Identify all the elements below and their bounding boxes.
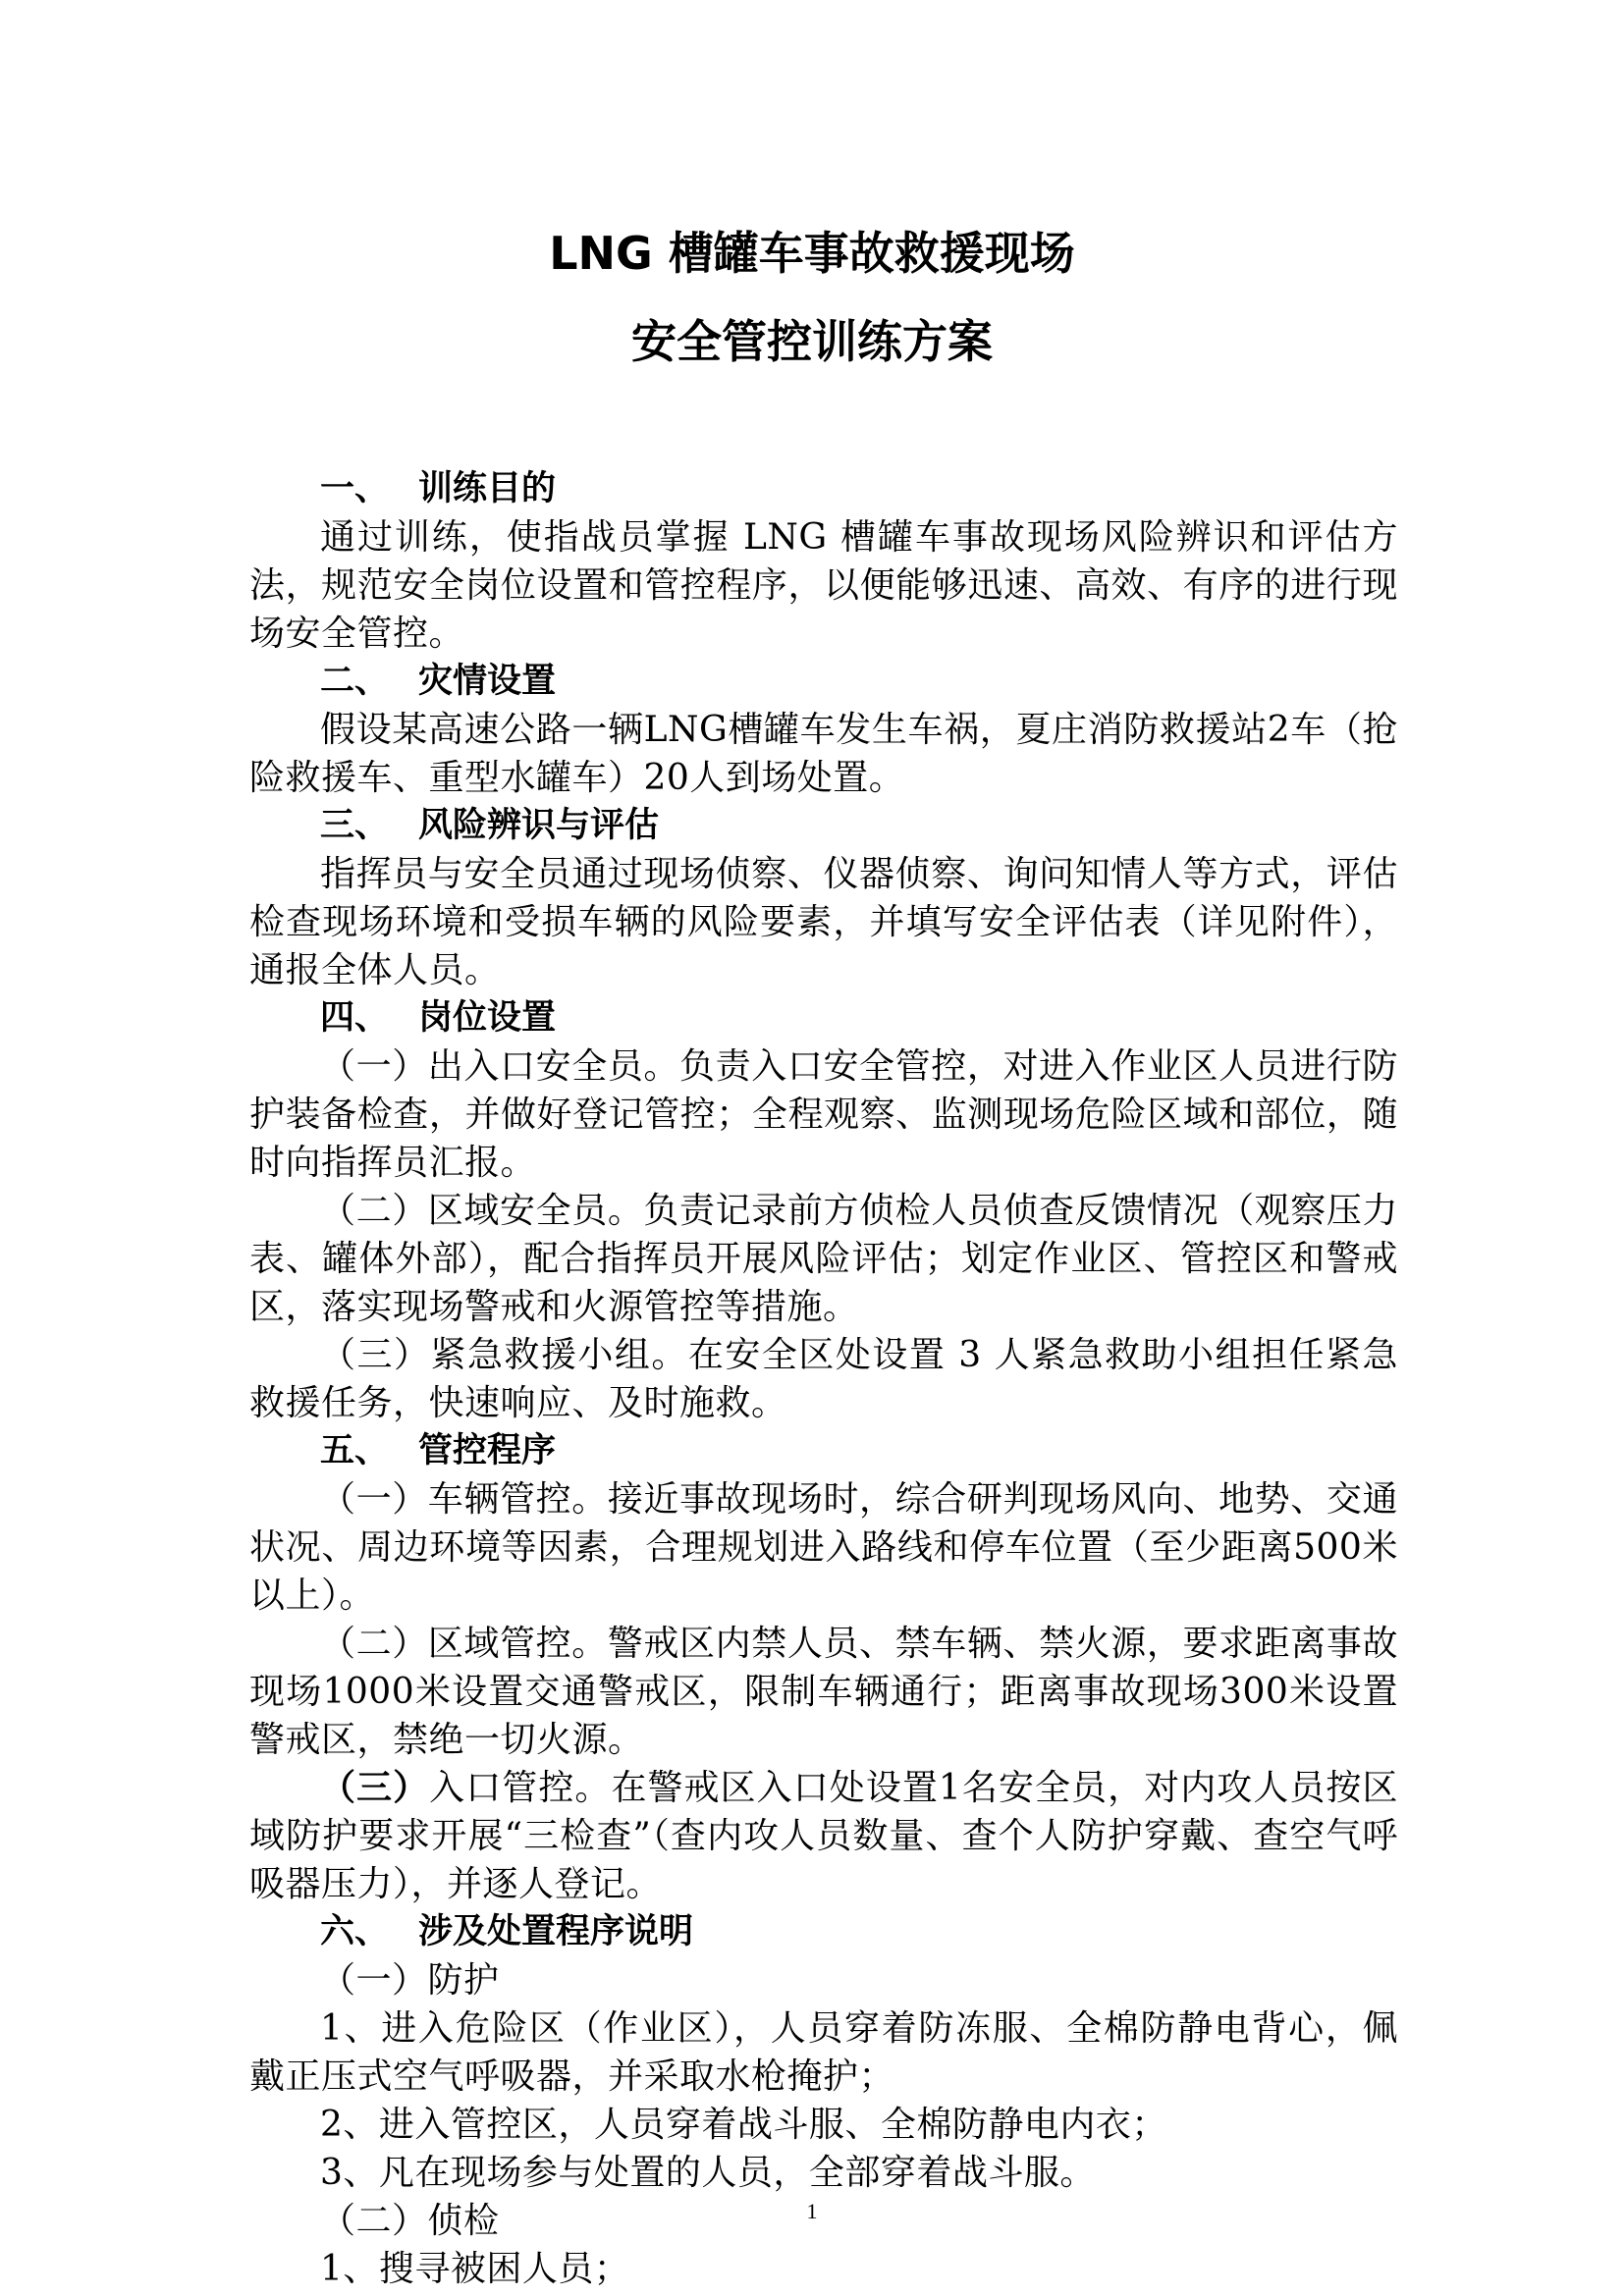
- sub-heading: （一）防护: [320, 1960, 500, 2001]
- section-number: 一、: [320, 469, 390, 508]
- section-number: 三、: [320, 806, 390, 845]
- document-title-line1: LNG 槽罐车事故救援现场: [549, 227, 1075, 280]
- section-number: 六、: [320, 1912, 390, 1951]
- section-title: 训练目的: [418, 469, 557, 508]
- section-heading: [249, 994, 1398, 1042]
- paragraph-text: 入口管控。在警戒区入口处设置1名安全员，对内攻人员按区域防护要求开展“三检查”（查内攻人员数量、查个人防护穿戴、查空气呼吸器压力），并逐人登记。: [249, 1768, 1398, 1904]
- section-heading: [249, 658, 1398, 706]
- paragraph: 1、进入危险区（作业区），人员穿着防冻服、全棉防静电背心，佩戴正压式空气呼吸器，并采取水枪掩护；: [249, 2008, 1398, 2097]
- section-heading: [249, 1427, 1398, 1475]
- bold-lead: （三）: [320, 1767, 430, 1808]
- section-title: 管控程序: [418, 1431, 557, 1470]
- paragraph: （二）区域管控。警戒区内禁人员、禁车辆、禁火源，要求距离事故现场1000米设置交通警戒区，限制车辆通行；距离事故现场300米设置警戒区，禁绝一切火源。: [249, 1624, 1398, 1760]
- paragraph: （二）区域安全员。负责记录前方侦检人员侦查反馈情况（观察压力表、罐体外部），配合指挥员开展风险评估；划定作业区、管控区和警戒区，落实现场警戒和火源管控等措施。: [249, 1191, 1398, 1327]
- sub-heading: （二）侦检: [320, 2201, 500, 2241]
- section-heading: [249, 802, 1398, 850]
- paragraph: 假设某高速公路一辆LNG槽罐车发生车祸，夏庄消防救援站2车（抢险救援车、重型水罐车）20人到场处置。: [249, 710, 1398, 798]
- paragraph: （三）紧急救援小组。在安全区处设置 3 人紧急救助小组担任紧急救援任务，快速响应、及时施救。: [249, 1335, 1398, 1423]
- section-heading: [249, 1908, 1398, 1956]
- paragraph: （一）出入口安全员。负责入口安全管控，对进入作业区人员进行防护装备检查，并做好登记管控；全程观察、监测现场危险区域和部位，随时向指挥员汇报。: [249, 1046, 1398, 1183]
- paragraph: （一）车辆管控。接近事故现场时，综合研判现场风向、地势、交通状况、周边环境等因素，合理规划进入路线和停车位置（至少距离500米以上）。: [249, 1479, 1398, 1616]
- document-title-line2: 安全管控训练方案: [631, 315, 993, 368]
- paragraph: 3、凡在现场参与处置的人员，全部穿着战斗服。: [320, 2153, 1096, 2193]
- section-number: 五、: [320, 1431, 390, 1470]
- document-body: [249, 465, 1398, 2293]
- paragraph: 1、搜寻被困人员；: [320, 2249, 630, 2289]
- paragraph: [249, 1764, 1398, 1908]
- section-number: 二、: [320, 662, 390, 701]
- section-title: 岗位设置: [418, 998, 557, 1038]
- paragraph: 通过训练，使指战员掌握 LNG 槽罐车事故现场风险辨识和评估方法，规范安全岗位设置和管控程序，以便能够迅速、高效、有序的进行现场安全管控。: [249, 517, 1398, 654]
- section-title: 涉及处置程序说明: [418, 1912, 694, 1951]
- section-heading: [249, 465, 1398, 513]
- section-number: 四、: [320, 998, 390, 1038]
- paragraph: 2、进入管控区，人员穿着战斗服、全棉防静电内衣；: [320, 2105, 1167, 2145]
- page-number: 1: [806, 2199, 818, 2223]
- section-title: 灾情设置: [418, 662, 557, 701]
- section-title: 风险辨识与评估: [418, 806, 660, 845]
- paragraph: 指挥员与安全员通过现场侦察、仪器侦察、询问知情人等方式，评估检查现场环境和受损车辆的风险要素，并填写安全评估表（详见附件），通报全体人员。: [249, 854, 1398, 990]
